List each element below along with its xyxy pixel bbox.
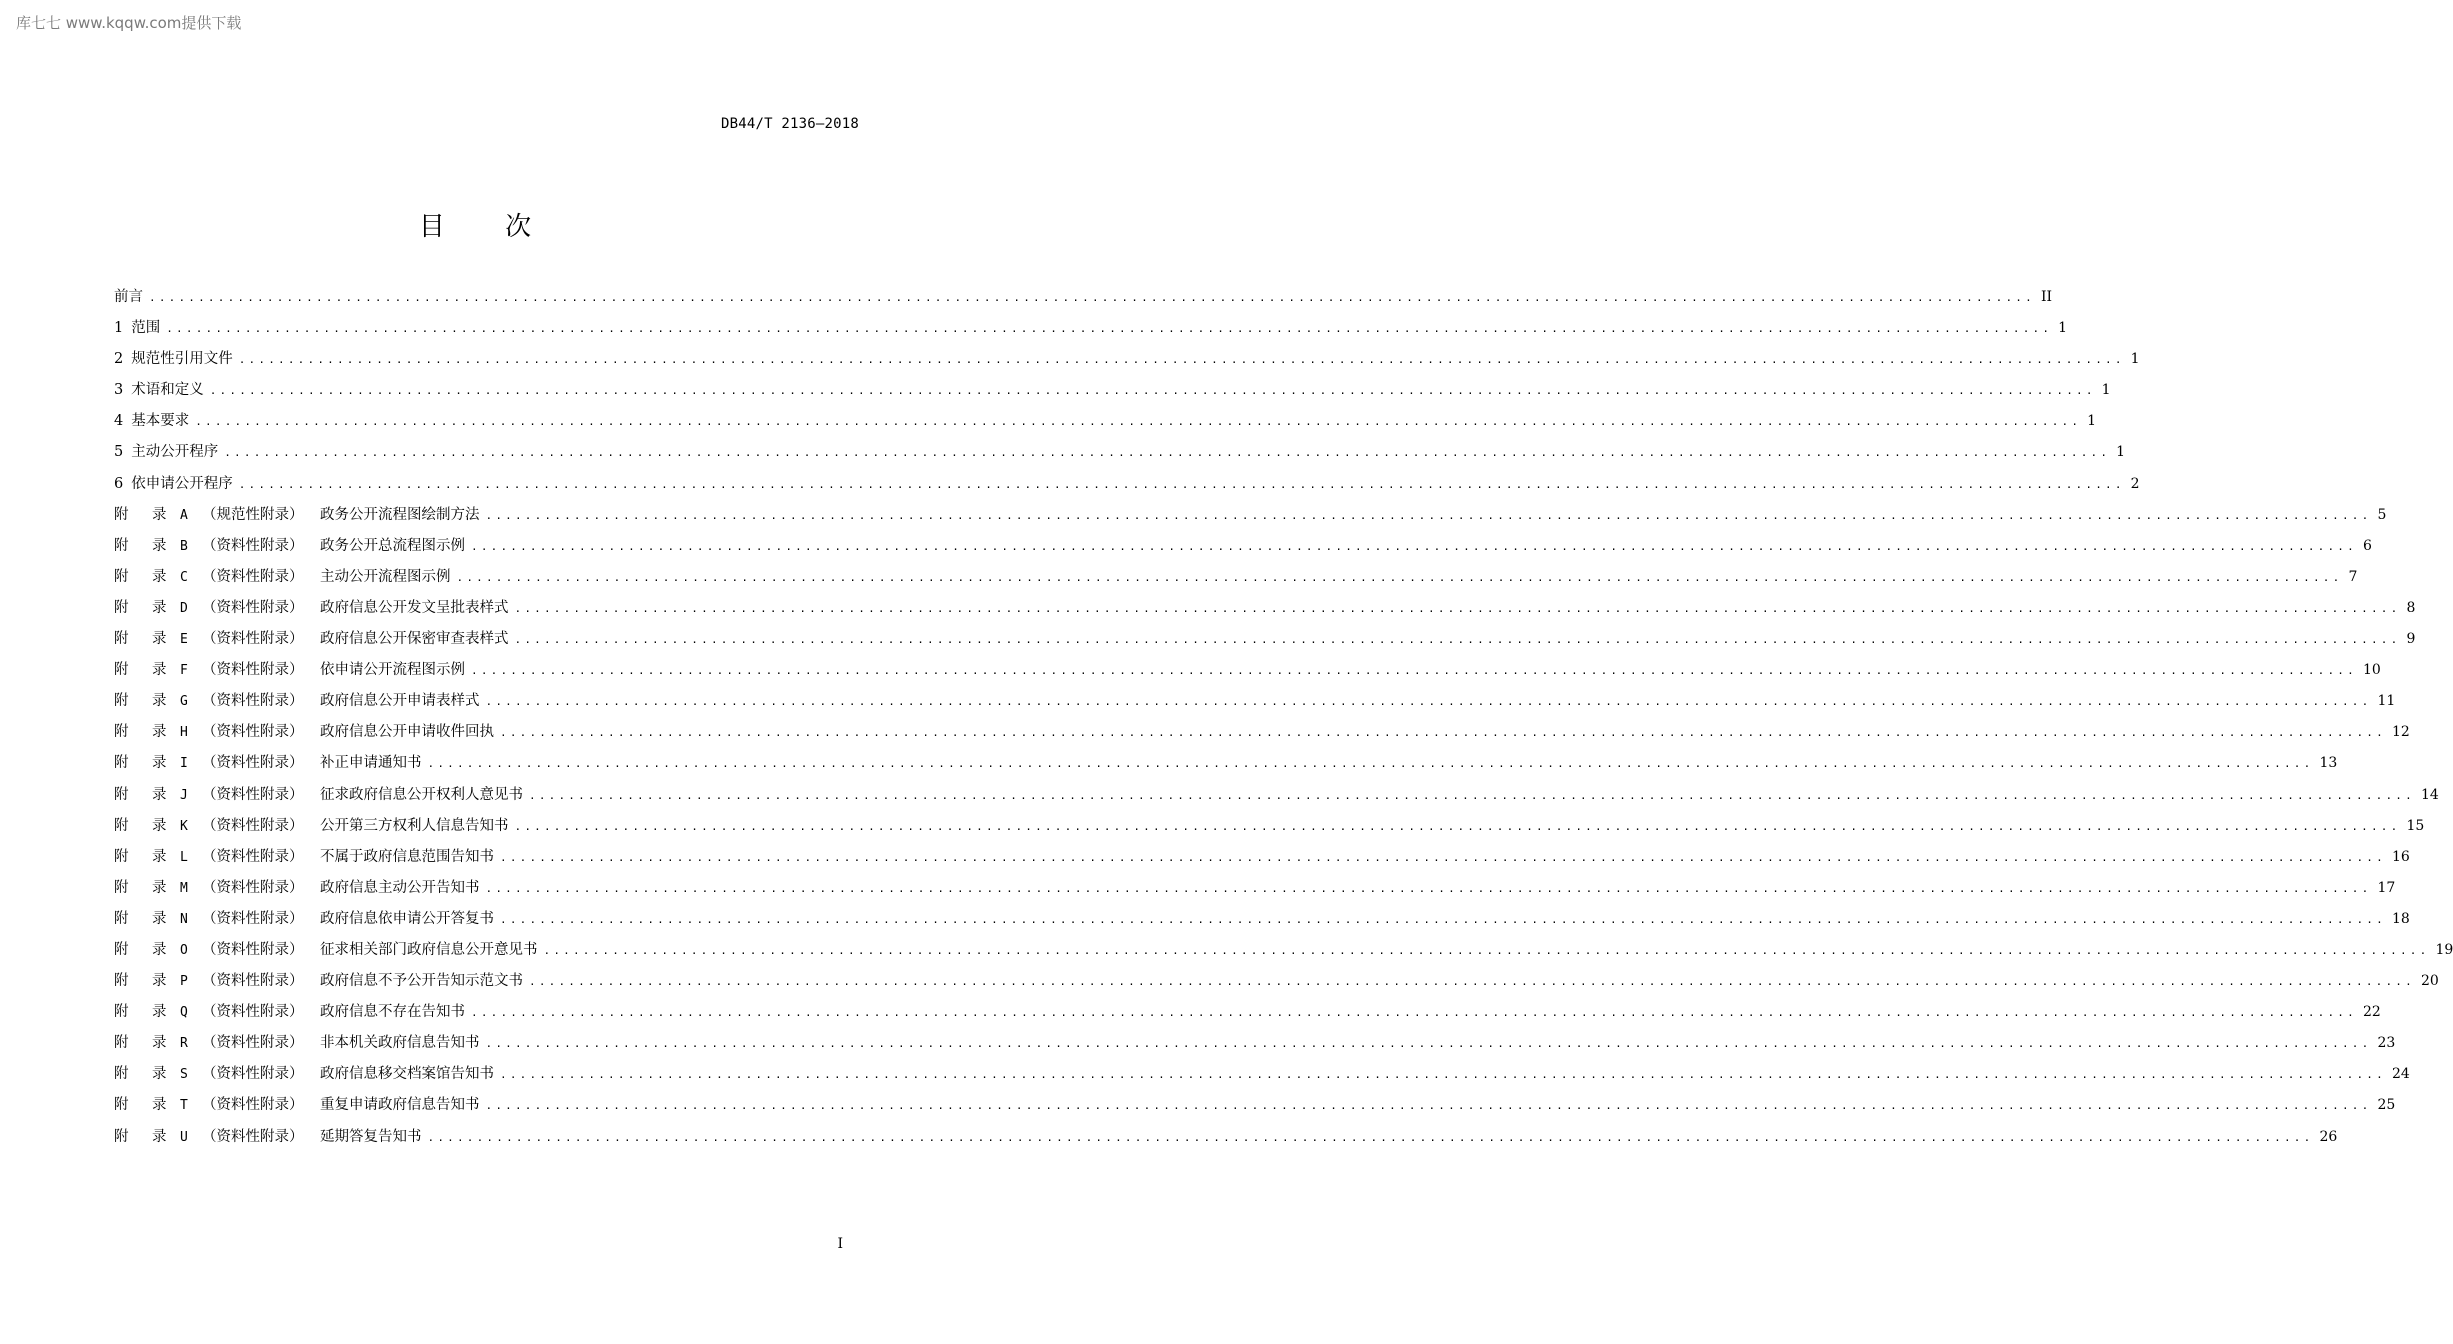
appendix-word: 录 — [152, 506, 167, 523]
appendix-word: 录 — [152, 724, 167, 741]
appendix-title: 政府信息不存在告知书 — [320, 1004, 465, 1021]
appendix-word: 录 — [152, 631, 167, 648]
appendix-kind: （资料性附录） — [202, 662, 304, 679]
appendix-letter: G — [180, 694, 188, 710]
toc-appendix-entry[interactable] — [114, 814, 2425, 845]
toc-appendix-entry[interactable] — [114, 689, 2396, 720]
appendix-title: 政府信息依申请公开答复书 — [320, 910, 494, 927]
appendix-prefix: 附 — [114, 568, 129, 585]
dot-leader: ................................................................................................................................................................................................ — [224, 446, 2111, 460]
appendix-kind: （资料性附录） — [202, 941, 304, 958]
toc-entry-page: 17 — [2377, 879, 2396, 896]
toc-entry-page: 18 — [2391, 910, 2410, 927]
toc-appendix-entry[interactable] — [114, 627, 2416, 658]
dot-leader: ................................................................................................................................................................................................ — [485, 1037, 2372, 1051]
toc-entry-page: 2 — [2130, 475, 2140, 492]
appendix-word: 录 — [152, 537, 167, 554]
toc-entry-title: 基本要求 — [131, 413, 190, 430]
appendix-word: 录 — [152, 1097, 167, 1114]
toc-entry-page: II — [2040, 289, 2052, 305]
toc-entry-title: 依申请公开程序 — [131, 475, 233, 492]
dot-leader: ................................................................................................................................................................................................ — [238, 477, 2125, 491]
appendix-letter: D — [180, 600, 188, 616]
toc-entry-label — [114, 658, 465, 679]
toc-entry-label — [114, 689, 480, 710]
toc-entry-number: 5 — [114, 444, 124, 461]
toc-entry-title: 范围 — [131, 320, 161, 337]
toc-entry-page: 5 — [2377, 506, 2387, 523]
dot-leader: ................................................................................................................................................................................................ — [500, 1068, 2386, 1082]
appendix-letter: F — [180, 663, 188, 679]
dot-leader: ................................................................................................................................................................................................ — [514, 633, 2401, 647]
appendix-prefix: 附 — [114, 1097, 129, 1114]
appendix-kind: （资料性附录） — [202, 786, 304, 803]
toc-entry[interactable] — [114, 285, 2052, 316]
toc-entry-label — [114, 565, 451, 586]
dot-leader: ................................................................................................................................................................................................ — [471, 539, 2357, 553]
toc-appendix-entry[interactable] — [114, 534, 2372, 565]
toc-entry-label — [114, 503, 480, 524]
appendix-title: 主动公开流程图示例 — [320, 568, 451, 585]
dot-leader: ................................................................................................................................................................................................ — [195, 415, 2082, 429]
appendix-word: 录 — [152, 1035, 167, 1052]
toc-appendix-entry[interactable] — [114, 907, 2410, 938]
toc-entry-title: 术语和定义 — [131, 382, 204, 399]
appendix-letter: H — [180, 725, 188, 741]
toc-entry[interactable] — [114, 472, 2140, 503]
dot-leader: ................................................................................................................................................................................................ — [209, 384, 2096, 398]
toc-appendix-entry[interactable] — [114, 783, 2439, 814]
dot-leader: ................................................................................................................................................................................................ — [427, 1130, 2314, 1144]
appendix-word: 录 — [152, 973, 167, 990]
toc-entry-label — [114, 907, 494, 928]
appendix-letter: U — [180, 1129, 188, 1145]
appendix-letter: M — [180, 880, 188, 896]
toc-entry-label — [114, 845, 494, 866]
toc-entry-page: 1 — [2116, 444, 2126, 461]
appendix-letter: O — [180, 942, 188, 958]
toc-entry-label — [114, 1125, 422, 1146]
toc-entry-label — [114, 751, 422, 772]
dot-leader: ................................................................................................................................................................................................ — [427, 757, 2314, 771]
table-of-contents — [114, 285, 2453, 1156]
appendix-letter: B — [180, 538, 188, 554]
appendix-letter: L — [180, 849, 188, 865]
toc-entry-page: 24 — [2391, 1066, 2410, 1083]
toc-appendix-entry[interactable] — [114, 1000, 2381, 1031]
toc-appendix-entry[interactable] — [114, 565, 2358, 596]
toc-entry-number: 2 — [114, 351, 124, 368]
toc-entry-label — [114, 285, 143, 306]
appendix-title: 政府信息移交档案馆告知书 — [320, 1066, 494, 1083]
toc-entry-page: 25 — [2377, 1097, 2396, 1114]
toc-entry-number: 6 — [114, 475, 124, 492]
toc-appendix-entry[interactable] — [114, 969, 2439, 1000]
toc-appendix-entry[interactable] — [114, 1125, 2338, 1156]
appendix-kind: （资料性附录） — [202, 973, 304, 990]
appendix-prefix: 附 — [114, 599, 129, 616]
appendix-kind: （资料性附录） — [202, 755, 304, 772]
toc-entry-label — [114, 876, 480, 897]
appendix-prefix: 附 — [114, 786, 129, 803]
toc-entry-page: 19 — [2435, 941, 2453, 958]
toc-entry-page: 11 — [2377, 693, 2396, 710]
appendix-letter: A — [180, 507, 188, 523]
appendix-word: 录 — [152, 910, 167, 927]
appendix-prefix: 附 — [114, 662, 129, 679]
appendix-letter: T — [180, 1098, 188, 1114]
appendix-prefix: 附 — [114, 1004, 129, 1021]
appendix-prefix: 附 — [114, 1066, 129, 1083]
dot-leader: ................................................................................................................................................................................................ — [500, 726, 2386, 740]
toc-entry-page: 1 — [2087, 413, 2097, 430]
appendix-word: 录 — [152, 879, 167, 896]
appendix-title: 政府信息公开发文呈批表样式 — [320, 599, 509, 616]
appendix-title: 政府信息公开保密审查表样式 — [320, 631, 509, 648]
appendix-prefix: 附 — [114, 973, 129, 990]
dot-leader: ................................................................................................................................................................................................ — [485, 508, 2372, 522]
appendix-prefix: 附 — [114, 1128, 129, 1145]
toc-entry-page: 8 — [2406, 599, 2416, 616]
appendix-prefix: 附 — [114, 537, 129, 554]
toc-entry-label — [114, 472, 233, 493]
appendix-word: 录 — [152, 941, 167, 958]
toc-appendix-entry[interactable] — [114, 1062, 2410, 1093]
appendix-prefix: 附 — [114, 848, 129, 865]
dot-leader: ................................................................................................................................................................................................ — [471, 1006, 2357, 1020]
toc-appendix-entry[interactable] — [114, 751, 2338, 782]
dot-leader: ................................................................................................................................................................................................ — [514, 601, 2401, 615]
appendix-kind: （资料性附录） — [202, 1004, 304, 1021]
appendix-prefix: 附 — [114, 817, 129, 834]
toc-entry[interactable] — [114, 440, 2126, 471]
toc-entry-title: 规范性引用文件 — [131, 351, 233, 368]
standard-code: DB44/T 2136—2018 — [720, 116, 859, 132]
toc-entry-page: 1 — [2058, 320, 2068, 337]
toc-entry-page: 22 — [2362, 1004, 2381, 1021]
toc-appendix-entry[interactable] — [114, 1093, 2396, 1124]
appendix-title: 政务公开总流程图示例 — [320, 537, 465, 554]
toc-entry-label — [114, 534, 465, 555]
toc-entry-label — [114, 1031, 480, 1052]
appendix-word: 录 — [152, 786, 167, 803]
appendix-kind: （资料性附录） — [202, 1128, 304, 1145]
appendix-letter: E — [180, 632, 188, 648]
appendix-prefix: 附 — [114, 1035, 129, 1052]
toc-entry-page: 9 — [2406, 631, 2416, 648]
appendix-title: 政务公开流程图绘制方法 — [320, 506, 480, 523]
dot-leader: ................................................................................................................................................................................................ — [485, 881, 2372, 895]
appendix-letter: I — [180, 756, 188, 772]
appendix-word: 录 — [152, 599, 167, 616]
appendix-word: 录 — [152, 1066, 167, 1083]
appendix-kind: （资料性附录） — [202, 1035, 304, 1052]
toc-appendix-entry[interactable] — [114, 876, 2396, 907]
toc-appendix-entry[interactable] — [114, 720, 2410, 751]
toc-appendix-entry[interactable] — [114, 503, 2387, 534]
toc-entry-title: 前言 — [114, 289, 143, 305]
appendix-letter: Q — [180, 1005, 188, 1021]
toc-entry-label — [114, 440, 218, 461]
appendix-word: 录 — [152, 848, 167, 865]
toc-entry-page: 10 — [2362, 662, 2381, 679]
appendix-letter: P — [180, 974, 188, 990]
appendix-letter: K — [180, 818, 188, 834]
appendix-title: 延期答复告知书 — [320, 1128, 422, 1145]
appendix-kind: （资料性附录） — [202, 910, 304, 927]
appendix-title: 政府信息不予公开告知示范文书 — [320, 973, 523, 990]
appendix-title: 非本机关政府信息告知书 — [320, 1035, 480, 1052]
toc-entry-label — [114, 347, 233, 368]
toc-entry-label — [114, 596, 509, 617]
toc-entry-page: 1 — [2101, 382, 2111, 399]
toc-entry-title: 主动公开程序 — [131, 444, 219, 461]
dot-leader: ................................................................................................................................................................................................ — [238, 353, 2125, 367]
appendix-kind: （资料性附录） — [202, 724, 304, 741]
appendix-letter: R — [180, 1036, 188, 1052]
dot-leader: ................................................................................................................................................................................................ — [485, 695, 2372, 709]
appendix-word: 录 — [152, 662, 167, 679]
toc-entry-page: 13 — [2319, 755, 2338, 772]
dot-leader: ................................................................................................................................................................................................ — [485, 1099, 2372, 1113]
appendix-prefix: 附 — [114, 631, 129, 648]
appendix-title: 征求相关部门政府信息公开意见书 — [320, 941, 538, 958]
appendix-title: 政府信息公开申请收件回执 — [320, 724, 494, 741]
toc-entry-label — [114, 814, 509, 835]
appendix-title: 公开第三方权利人信息告知书 — [320, 817, 509, 834]
toc-entry-number: 4 — [114, 413, 124, 430]
appendix-word: 录 — [152, 755, 167, 772]
appendix-kind: （资料性附录） — [202, 599, 304, 616]
toc-entry-number: 1 — [114, 320, 124, 337]
appendix-kind: （资料性附录） — [202, 1097, 304, 1114]
appendix-word: 录 — [152, 568, 167, 585]
toc-entry-label — [114, 316, 160, 337]
appendix-letter: S — [180, 1067, 188, 1083]
toc-entry-label — [114, 783, 523, 804]
appendix-prefix: 附 — [114, 755, 129, 772]
toc-entry-page: 12 — [2391, 724, 2410, 741]
appendix-kind: （资料性附录） — [202, 1066, 304, 1083]
dot-leader: ................................................................................................................................................................................................ — [500, 912, 2386, 926]
appendix-title: 征求政府信息公开权利人意见书 — [320, 786, 523, 803]
appendix-letter: J — [180, 787, 188, 803]
appendix-prefix: 附 — [114, 693, 129, 710]
appendix-kind: （资料性附录） — [202, 817, 304, 834]
toc-entry-page: 26 — [2319, 1128, 2338, 1145]
dot-leader: ................................................................................................................................................................................................ — [529, 975, 2415, 989]
dot-leader: ................................................................................................................................................................................................ — [166, 322, 2053, 336]
toc-appendix-entry[interactable] — [114, 845, 2410, 876]
toc-appendix-entry[interactable] — [114, 596, 2416, 627]
appendix-word: 录 — [152, 1004, 167, 1021]
appendix-title: 依申请公开流程图示例 — [320, 662, 465, 679]
appendix-kind: （资料性附录） — [202, 879, 304, 896]
toc-entry-number: 3 — [114, 382, 124, 399]
dot-leader: ................................................................................................................................................................................................ — [471, 664, 2357, 678]
appendix-word: 录 — [152, 817, 167, 834]
appendix-kind: （资料性附录） — [202, 693, 304, 710]
appendix-title: 政府信息公开申请表样式 — [320, 693, 480, 710]
dot-leader: ................................................................................................................................................................................................ — [456, 570, 2343, 584]
toc-entry-label — [114, 1093, 480, 1114]
appendix-kind: （资料性附录） — [202, 568, 304, 585]
toc-entry-label — [114, 627, 509, 648]
dot-leader: ................................................................................................................................................................................................ — [543, 943, 2430, 957]
toc-entry-label — [114, 938, 538, 959]
appendix-kind: （资料性附录） — [202, 537, 304, 554]
dot-leader: ................................................................................................................................................................................................ — [500, 850, 2386, 864]
appendix-title: 补正申请通知书 — [320, 755, 422, 772]
appendix-kind: （资料性附录） — [202, 848, 304, 865]
appendix-word: 录 — [152, 693, 167, 710]
toc-title: 目 次 — [418, 212, 558, 242]
toc-appendix-entry[interactable] — [114, 938, 2453, 969]
dot-leader: ................................................................................................................................................................................................ — [149, 291, 2035, 304]
toc-entry-page: 20 — [2420, 973, 2439, 990]
appendix-kind: （资料性附录） — [202, 631, 304, 648]
toc-entry[interactable] — [114, 316, 2068, 347]
appendix-prefix: 附 — [114, 506, 129, 523]
toc-entry-page: 6 — [2362, 537, 2372, 554]
appendix-word: 录 — [152, 1128, 167, 1145]
toc-appendix-entry[interactable] — [114, 658, 2381, 689]
toc-entry-page: 14 — [2420, 786, 2439, 803]
toc-entry-label — [114, 720, 494, 741]
toc-entry-page: 16 — [2391, 848, 2410, 865]
appendix-kind: （规范性附录） — [202, 506, 304, 523]
appendix-prefix: 附 — [114, 879, 129, 896]
appendix-prefix: 附 — [114, 724, 129, 741]
appendix-title: 重复申请政府信息告知书 — [320, 1097, 480, 1114]
toc-entry-page: 1 — [2130, 351, 2140, 368]
dot-leader: ................................................................................................................................................................................................ — [529, 788, 2415, 802]
appendix-prefix: 附 — [114, 941, 129, 958]
toc-appendix-entry[interactable] — [114, 1031, 2396, 1062]
toc-entry[interactable] — [114, 347, 2140, 378]
toc-entry-label — [114, 1062, 494, 1083]
watermark-text: 库七七 www.kqqw.com提供下载 — [16, 14, 242, 32]
toc-entry-page: 23 — [2377, 1035, 2396, 1052]
toc-entry[interactable] — [114, 409, 2097, 440]
appendix-prefix: 附 — [114, 910, 129, 927]
page-number: I — [837, 1236, 843, 1252]
appendix-title: 政府信息主动公开告知书 — [320, 879, 480, 896]
toc-entry-label — [114, 378, 204, 399]
appendix-letter: C — [180, 569, 188, 585]
toc-entry-label — [114, 409, 189, 430]
toc-entry-label — [114, 969, 523, 990]
toc-entry[interactable] — [114, 378, 2111, 409]
toc-entry-page: 15 — [2406, 817, 2425, 834]
toc-entry-label — [114, 1000, 465, 1021]
appendix-title: 不属于政府信息范围告知书 — [320, 848, 494, 865]
dot-leader: ................................................................................................................................................................................................ — [514, 819, 2401, 833]
toc-entry-page: 7 — [2348, 568, 2358, 585]
appendix-letter: N — [180, 911, 188, 927]
